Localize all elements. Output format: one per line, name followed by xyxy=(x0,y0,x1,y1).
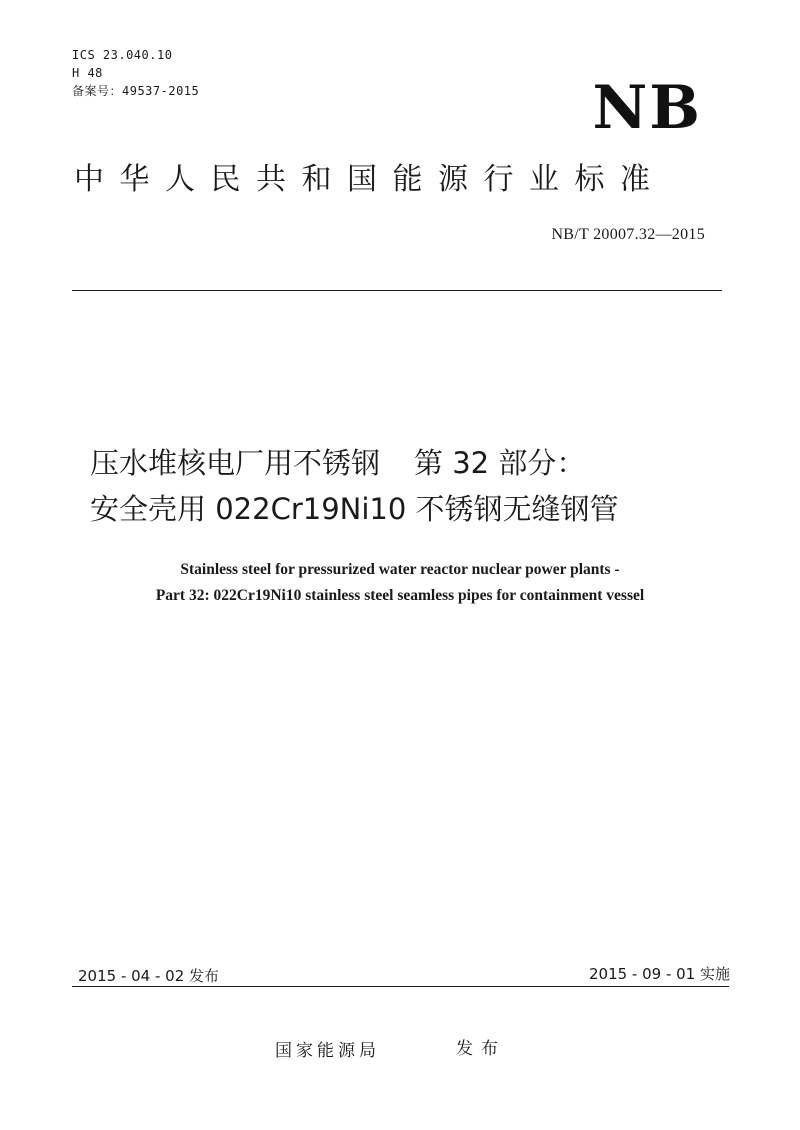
filing-number: 备案号：49537-2015 xyxy=(72,84,200,98)
title-chinese xyxy=(90,440,730,532)
bottom-divider xyxy=(72,986,729,987)
standard-type: 中华人民共和国能源行业标准 xyxy=(74,162,666,197)
title-cn-line-1 xyxy=(90,440,730,486)
title-english xyxy=(80,557,720,609)
title-en-line-2: Part 32: 022Cr19Ni10 stainless steel seamless pipes for containment vessel xyxy=(155,587,645,604)
publish-date: 2015 - 04 - 02 发布 xyxy=(78,967,220,985)
standard-number: NB/T 20007.32—2015 xyxy=(551,226,705,243)
title-cn-line-1-part-2: 第 32 部分： xyxy=(414,446,586,480)
title-cn-line-1-part-1: 压水堆核电厂用不锈钢 xyxy=(90,446,381,480)
nb-logo: NB xyxy=(592,73,702,143)
ccs-code: H 48 xyxy=(72,66,103,80)
title-en-line-1: Stainless steel for pressurized water reactor nuclear power plants - xyxy=(180,561,620,578)
ics-code: ICS 23.040.10 xyxy=(72,48,173,62)
top-divider xyxy=(72,290,722,291)
title-cn-line-2: 安全壳用 022Cr19Ni10 不锈钢无缝钢管 xyxy=(90,492,619,526)
issuing-authority: 国家能源局 xyxy=(275,1041,380,1061)
effective-date: 2015 - 09 - 01 实施 xyxy=(588,965,730,983)
metadata-block xyxy=(72,46,199,100)
issue-label: 发布 xyxy=(456,1039,506,1059)
